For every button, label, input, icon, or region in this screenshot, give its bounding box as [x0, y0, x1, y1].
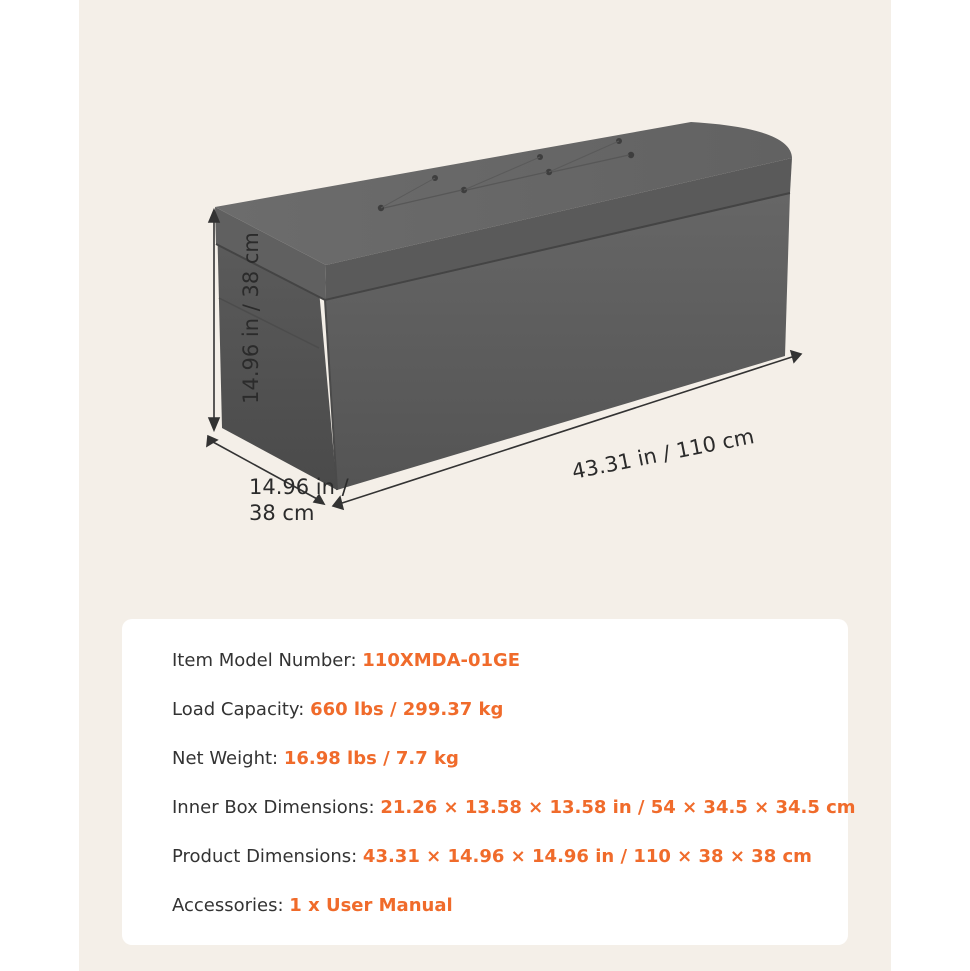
- spec-value: 110XMDA-01GE: [362, 650, 521, 671]
- spec-row-model: [172, 647, 520, 675]
- spec-label: Inner Box Dimensions:: [172, 797, 375, 818]
- spec-value: 43.31 × 14.96 × 14.96 in / 110 × 38 × 38 cm: [362, 846, 812, 867]
- spec-label: Net Weight:: [172, 748, 279, 769]
- length-dimension-label: 43.31 in / 110 cm: [569, 424, 757, 484]
- spec-value: 1 x User Manual: [289, 895, 453, 916]
- spec-row-accessories: [172, 892, 453, 920]
- spec-row-load-capacity: [172, 696, 503, 724]
- product-illustration: [79, 0, 891, 600]
- spec-value: 21.26 × 13.58 × 13.58 in / 54 × 34.5 × 34.5 cm: [380, 797, 856, 818]
- spec-value: 16.98 lbs / 7.7 kg: [283, 748, 459, 769]
- height-dimension-label: 14.96 in / 38 cm: [239, 232, 263, 404]
- spec-row-inner-box-dimensions: [172, 794, 856, 822]
- spec-label: Item Model Number:: [172, 650, 357, 671]
- storage-bench-image: [79, 0, 891, 600]
- spec-label: Accessories:: [172, 895, 284, 916]
- spec-row-net-weight: [172, 745, 459, 773]
- spec-row-product-dimensions: [172, 843, 812, 871]
- depth-dimension-label: 14.96 in / 38 cm: [249, 475, 349, 525]
- spec-label: Product Dimensions:: [172, 846, 358, 867]
- spec-label: Load Capacity:: [172, 699, 305, 720]
- spec-card: [122, 619, 856, 945]
- spec-value: 660 lbs / 299.37 kg: [310, 699, 504, 720]
